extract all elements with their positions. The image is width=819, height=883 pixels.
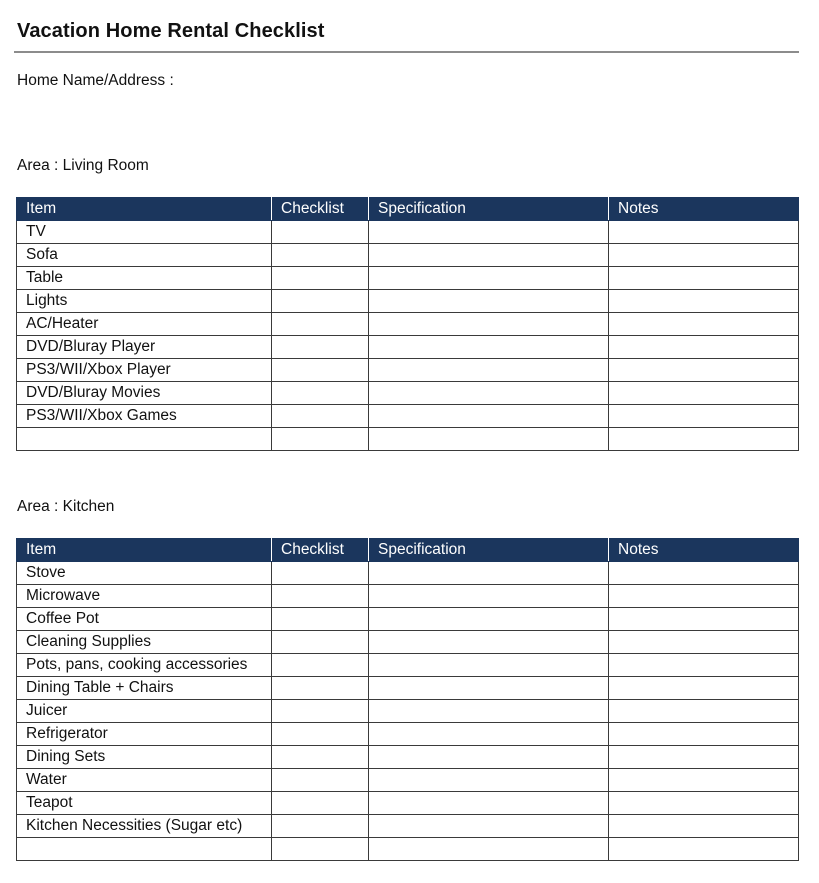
item-cell: Juicer [17, 700, 272, 723]
notes-cell[interactable] [609, 792, 799, 815]
specification-cell[interactable] [369, 769, 609, 792]
area-kitchen-label: Area : Kitchen [17, 498, 115, 515]
item-cell: Refrigerator [17, 723, 272, 746]
page-title: Vacation Home Rental Checklist [17, 20, 325, 42]
column-header-specification: Specification [369, 539, 609, 562]
notes-cell[interactable] [609, 290, 799, 313]
checklist-cell[interactable] [272, 746, 369, 769]
specification-cell[interactable] [369, 405, 609, 428]
checklist-cell[interactable] [272, 815, 369, 838]
column-header-checklist: Checklist [272, 198, 369, 221]
notes-cell[interactable] [609, 746, 799, 769]
item-cell: AC/Heater [17, 313, 272, 336]
table-row [17, 428, 799, 451]
specification-cell[interactable] [369, 382, 609, 405]
column-header-item: Item [17, 539, 272, 562]
checklist-cell[interactable] [272, 723, 369, 746]
specification-cell[interactable] [369, 359, 609, 382]
item-cell: PS3/WII/Xbox Games [17, 405, 272, 428]
notes-cell[interactable] [609, 428, 799, 451]
notes-cell[interactable] [609, 221, 799, 244]
specification-cell[interactable] [369, 244, 609, 267]
area-living-room-label: Area : Living Room [17, 157, 149, 174]
notes-cell[interactable] [609, 336, 799, 359]
checklist-cell[interactable] [272, 631, 369, 654]
specification-cell[interactable] [369, 585, 609, 608]
specification-cell[interactable] [369, 608, 609, 631]
item-cell: Sofa [17, 244, 272, 267]
column-header-notes: Notes [609, 198, 799, 221]
title-divider [14, 51, 799, 53]
notes-cell[interactable] [609, 382, 799, 405]
notes-cell[interactable] [609, 838, 799, 861]
notes-cell[interactable] [609, 677, 799, 700]
specification-cell[interactable] [369, 746, 609, 769]
item-cell: DVD/Bluray Player [17, 336, 272, 359]
item-cell: Dining Sets [17, 746, 272, 769]
specification-cell[interactable] [369, 267, 609, 290]
checklist-cell[interactable] [272, 290, 369, 313]
checklist-cell[interactable] [272, 405, 369, 428]
item-cell: Table [17, 267, 272, 290]
checklist-cell[interactable] [272, 221, 369, 244]
table-row [17, 585, 799, 608]
specification-cell[interactable] [369, 677, 609, 700]
checklist-cell[interactable] [272, 382, 369, 405]
table-row [17, 313, 799, 336]
table-header-row [17, 198, 799, 221]
item-cell: TV [17, 221, 272, 244]
checklist-cell[interactable] [272, 359, 369, 382]
table-row [17, 838, 799, 861]
column-header-specification: Specification [369, 198, 609, 221]
notes-cell[interactable] [609, 608, 799, 631]
kitchen-checklist-table [16, 538, 799, 861]
specification-cell[interactable] [369, 654, 609, 677]
table-row [17, 405, 799, 428]
item-cell: Lights [17, 290, 272, 313]
table-row [17, 562, 799, 585]
table-row [17, 700, 799, 723]
notes-cell[interactable] [609, 244, 799, 267]
specification-cell[interactable] [369, 428, 609, 451]
checklist-cell[interactable] [272, 267, 369, 290]
item-cell: Dining Table + Chairs [17, 677, 272, 700]
table-row [17, 244, 799, 267]
item-cell: Pots, pans, cooking accessories [17, 654, 272, 677]
item-cell: DVD/Bluray Movies [17, 382, 272, 405]
checklist-cell[interactable] [272, 838, 369, 861]
notes-cell[interactable] [609, 815, 799, 838]
table-row [17, 792, 799, 815]
checklist-cell[interactable] [272, 336, 369, 359]
item-cell [17, 428, 272, 451]
specification-cell[interactable] [369, 631, 609, 654]
table-row [17, 815, 799, 838]
table-row [17, 267, 799, 290]
table-row [17, 677, 799, 700]
home-name-address-label: Home Name/Address : [17, 72, 174, 89]
item-cell: Stove [17, 562, 272, 585]
table-row [17, 654, 799, 677]
notes-cell[interactable] [609, 631, 799, 654]
checklist-cell[interactable] [272, 585, 369, 608]
notes-cell[interactable] [609, 585, 799, 608]
checklist-cell[interactable] [272, 654, 369, 677]
table-row [17, 631, 799, 654]
specification-cell[interactable] [369, 838, 609, 861]
living-room-checklist-table [16, 197, 799, 451]
specification-cell[interactable] [369, 700, 609, 723]
notes-cell[interactable] [609, 723, 799, 746]
checklist-cell[interactable] [272, 562, 369, 585]
item-cell: Coffee Pot [17, 608, 272, 631]
item-cell: Water [17, 769, 272, 792]
column-header-checklist: Checklist [272, 539, 369, 562]
specification-cell[interactable] [369, 313, 609, 336]
item-cell: Teapot [17, 792, 272, 815]
checklist-cell[interactable] [272, 428, 369, 451]
notes-cell[interactable] [609, 267, 799, 290]
table-row [17, 382, 799, 405]
column-header-item: Item [17, 198, 272, 221]
notes-cell[interactable] [609, 405, 799, 428]
notes-cell[interactable] [609, 700, 799, 723]
specification-cell[interactable] [369, 815, 609, 838]
item-cell: PS3/WII/Xbox Player [17, 359, 272, 382]
checklist-cell[interactable] [272, 792, 369, 815]
table-row [17, 359, 799, 382]
checklist-cell[interactable] [272, 608, 369, 631]
notes-cell[interactable] [609, 769, 799, 792]
table-row [17, 769, 799, 792]
table-row [17, 290, 799, 313]
checklist-cell[interactable] [272, 313, 369, 336]
checklist-cell[interactable] [272, 244, 369, 267]
specification-cell[interactable] [369, 723, 609, 746]
notes-cell[interactable] [609, 562, 799, 585]
item-cell: Kitchen Necessities (Sugar etc) [17, 815, 272, 838]
checklist-cell[interactable] [272, 700, 369, 723]
checklist-cell[interactable] [272, 677, 369, 700]
item-cell [17, 838, 272, 861]
item-cell: Cleaning Supplies [17, 631, 272, 654]
specification-cell[interactable] [369, 221, 609, 244]
specification-cell[interactable] [369, 290, 609, 313]
checklist-cell[interactable] [272, 769, 369, 792]
column-header-notes: Notes [609, 539, 799, 562]
table-row [17, 723, 799, 746]
table-row [17, 221, 799, 244]
table-row [17, 608, 799, 631]
item-cell: Microwave [17, 585, 272, 608]
notes-cell[interactable] [609, 313, 799, 336]
table-header-row [17, 539, 799, 562]
notes-cell[interactable] [609, 654, 799, 677]
specification-cell[interactable] [369, 562, 609, 585]
specification-cell[interactable] [369, 336, 609, 359]
table-row [17, 336, 799, 359]
notes-cell[interactable] [609, 359, 799, 382]
specification-cell[interactable] [369, 792, 609, 815]
table-row [17, 746, 799, 769]
